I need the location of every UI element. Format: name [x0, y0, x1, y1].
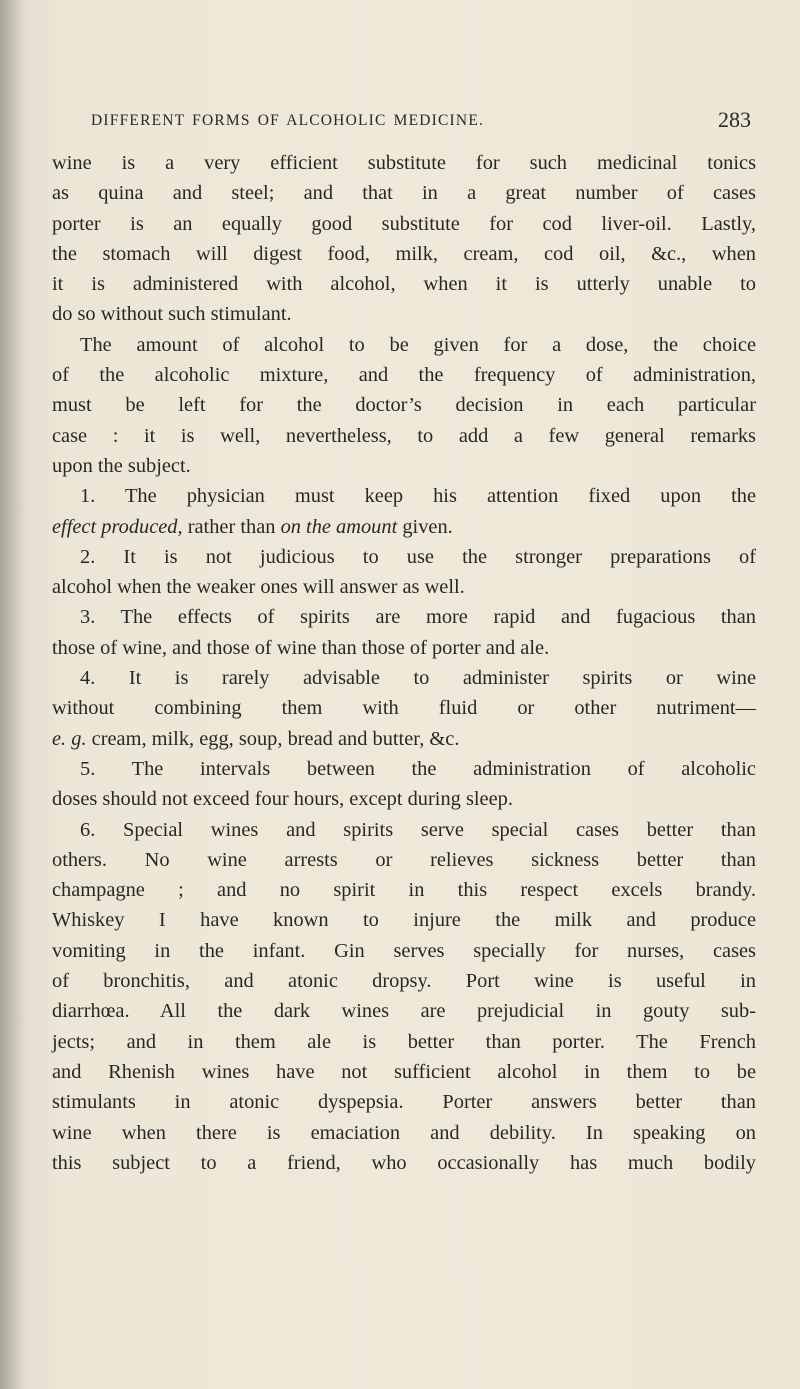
text-span: cream, milk, egg, soup, bread and butter, &c.: [86, 727, 460, 750]
text-line: doses should not exceed four hours, except during sleep.: [52, 788, 513, 811]
text-line: case : it is well, nevertheless, to add a few general remarks: [52, 424, 756, 447]
body-text: [52, 148, 756, 1178]
text-line: others. No wine arrests or relieves sickness better than: [52, 848, 756, 871]
text-line: 1. The physician must keep his attention fixed upon the: [80, 485, 756, 508]
text-line: Whiskey I have known to injure the milk and produce: [52, 909, 756, 932]
text-line: must be left for the doctor’s decision in each particular: [52, 394, 756, 417]
italic-text: e. g.: [52, 727, 87, 750]
text-span: rather than: [182, 515, 281, 538]
page-number: 283: [718, 107, 751, 132]
text-line: The amount of alcohol to be given for a dose, the choice: [80, 333, 756, 356]
binding-gutter-shadow: [0, 0, 26, 1389]
text-line: champagne ; and no spirit in this respect excels brandy.: [52, 879, 756, 902]
text-line: stimulants in atonic dyspepsia. Porter answers better than: [52, 1091, 756, 1114]
running-head: [91, 107, 751, 142]
text-line: alcohol when the weaker ones will answer as well.: [52, 576, 465, 599]
text-line: and Rhenish wines have not sufficient alcohol in them to be: [52, 1060, 756, 1083]
text-line: upon the subject.: [52, 454, 191, 477]
text-line: of bronchitis, and atonic dropsy. Port wine is useful in: [52, 970, 756, 993]
italic-text: effect produced,: [52, 515, 183, 538]
text-line: 5. The intervals between the administration of alcoholic: [80, 757, 756, 780]
text-line: the stomach will digest food, milk, cream, cod oil, &c., when: [52, 242, 756, 265]
running-head-title: DIFFERENT FORMS OF ALCOHOLIC MEDICINE.: [91, 112, 485, 129]
italic-text: on the amount: [280, 515, 398, 538]
text-line: [52, 512, 756, 542]
text-line: as quina and steel; and that in a great number of cases: [52, 182, 756, 205]
text-line: diarrhœa. All the dark wines are prejudicial in gouty sub-: [52, 1000, 756, 1023]
text-line: porter is an equally good substitute for cod liver-oil. Lastly,: [52, 212, 756, 235]
text-line: [52, 724, 756, 754]
text-line: vomiting in the infant. Gin serves specially for nurses, cases: [52, 939, 756, 962]
text-line: those of wine, and those of wine than those of porter and ale.: [52, 636, 550, 659]
text-line: 4. It is rarely advisable to administer spirits or wine: [80, 667, 756, 690]
text-span: given.: [397, 515, 453, 538]
text-line: do so without such stimulant.: [52, 303, 292, 326]
text-line: this subject to a friend, who occasionally has much bodily: [52, 1151, 756, 1174]
text-line: wine when there is emaciation and debility. In speaking on: [52, 1121, 756, 1144]
text-line: wine is a very efficient substitute for such medicinal tonics: [52, 152, 756, 174]
text-line: 2. It is not judicious to use the stronger preparations of: [80, 545, 756, 568]
text-line: 6. Special wines and spirits serve special cases better than: [80, 818, 756, 841]
text-line: it is administered with alcohol, when it is utterly unable to: [52, 273, 756, 296]
text-line: of the alcoholic mixture, and the frequency of administration,: [52, 364, 756, 387]
text-line: jects; and in them ale is better than porter. The French: [52, 1030, 756, 1053]
text-line: without combining them with fluid or other nutriment—: [52, 697, 756, 720]
text-line: 3. The effects of spirits are more rapid and fugacious than: [80, 606, 756, 629]
